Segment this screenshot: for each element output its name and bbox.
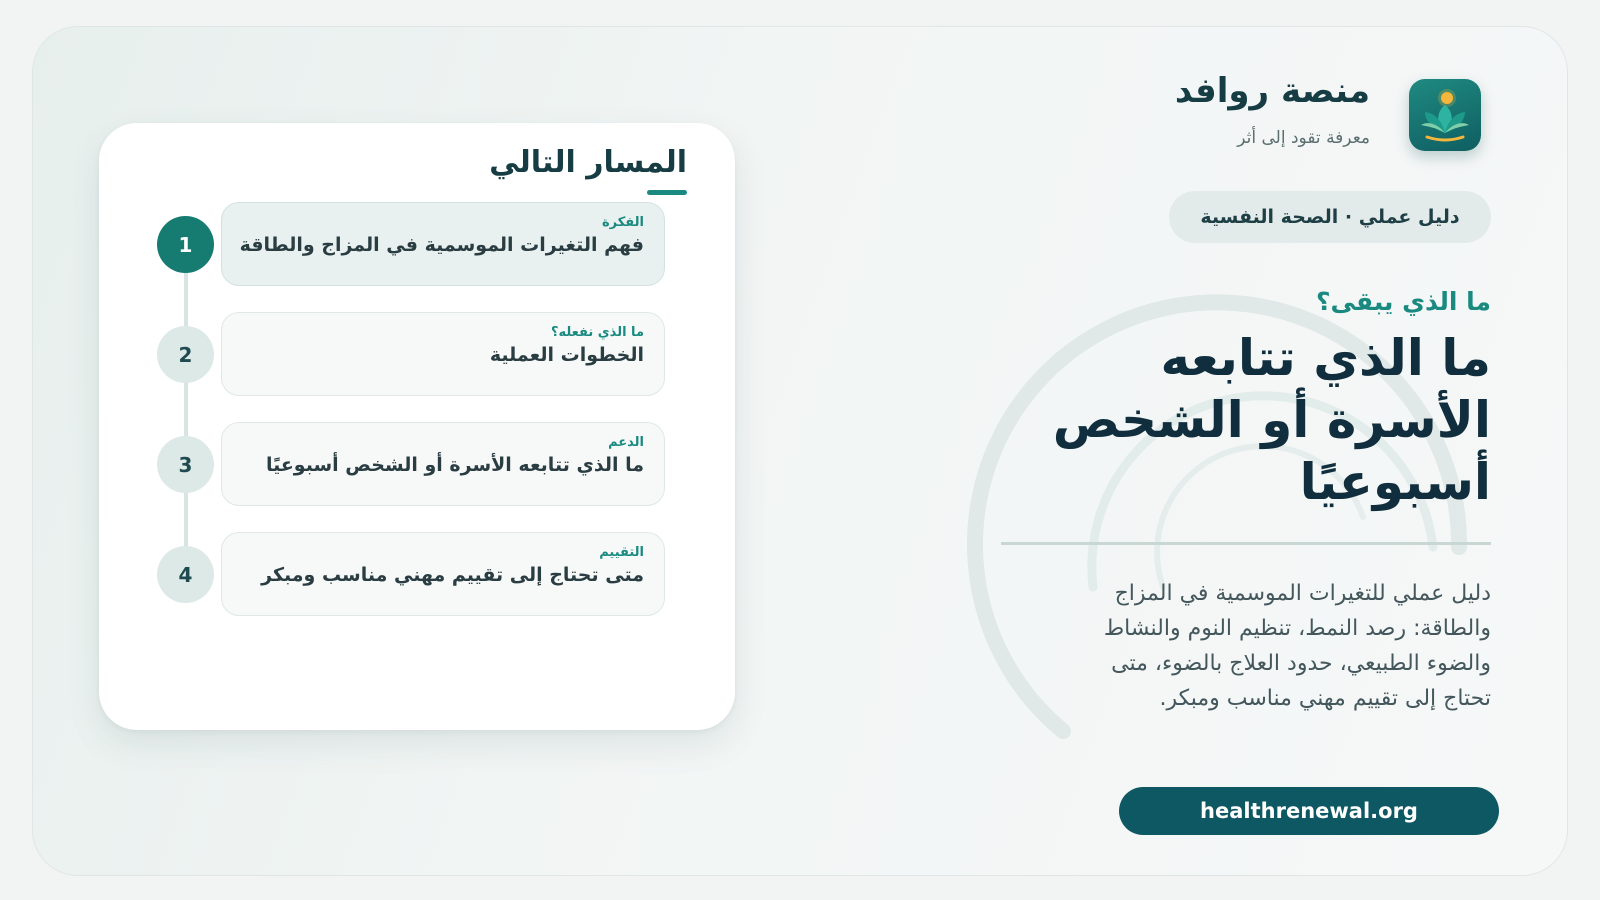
slide-frame	[32, 26, 1568, 876]
category-badge: دليل عملي · الصحة النفسية	[1169, 191, 1491, 243]
step-item-1[interactable]	[221, 202, 665, 286]
brand-tagline: معرفة تقود إلى أثر	[1237, 128, 1370, 148]
step-label: متى تحتاج إلى تقييم مهني مناسب ومبكر	[261, 564, 644, 586]
step-item-2[interactable]	[221, 312, 665, 396]
step-kicker: ما الذي نفعله؟	[550, 325, 644, 340]
step-item-4[interactable]	[221, 532, 665, 616]
hero-headline: ما الذي تتابعه الأسرة أو الشخص أسبوعيًا	[1052, 329, 1491, 511]
website-link-button[interactable]: healthrenewal.org	[1119, 787, 1499, 835]
lotus-sun-icon	[1409, 79, 1481, 151]
step-number-2[interactable]: 2	[157, 326, 214, 383]
path-card-title: المسار التالي	[489, 145, 687, 180]
step-number-3[interactable]: 3	[157, 436, 214, 493]
divider	[1001, 542, 1491, 545]
step-kicker: الدعم	[608, 435, 644, 450]
hero-kicker: ما الذي يبقى؟	[1316, 287, 1491, 316]
step-number-1[interactable]: 1	[157, 216, 214, 273]
hero-description: دليل عملي للتغيرات الموسمية في المزاج والطاقة: رصد النمط، تنظيم النوم والنشاط والضوء الطبيعي، حدود العلاج بالضوء، متى تحتاج إلى تقييم مهني مناسب ومبكر.	[1103, 581, 1491, 711]
brand-name: منصة روافد	[1174, 71, 1370, 111]
step-kicker: التقييم	[599, 545, 644, 560]
step-item-3[interactable]	[221, 422, 665, 506]
step-kicker: الفكرة	[601, 215, 644, 230]
title-underline	[647, 190, 687, 195]
step-label: ما الذي تتابعه الأسرة أو الشخص أسبوعيًا	[265, 454, 644, 476]
step-number-4[interactable]: 4	[157, 546, 214, 603]
path-card	[99, 123, 735, 730]
step-label: فهم التغيرات الموسمية في المزاج والطاقة	[239, 234, 644, 256]
brand-logo	[1409, 79, 1481, 151]
step-label: الخطوات العملية	[489, 344, 644, 366]
